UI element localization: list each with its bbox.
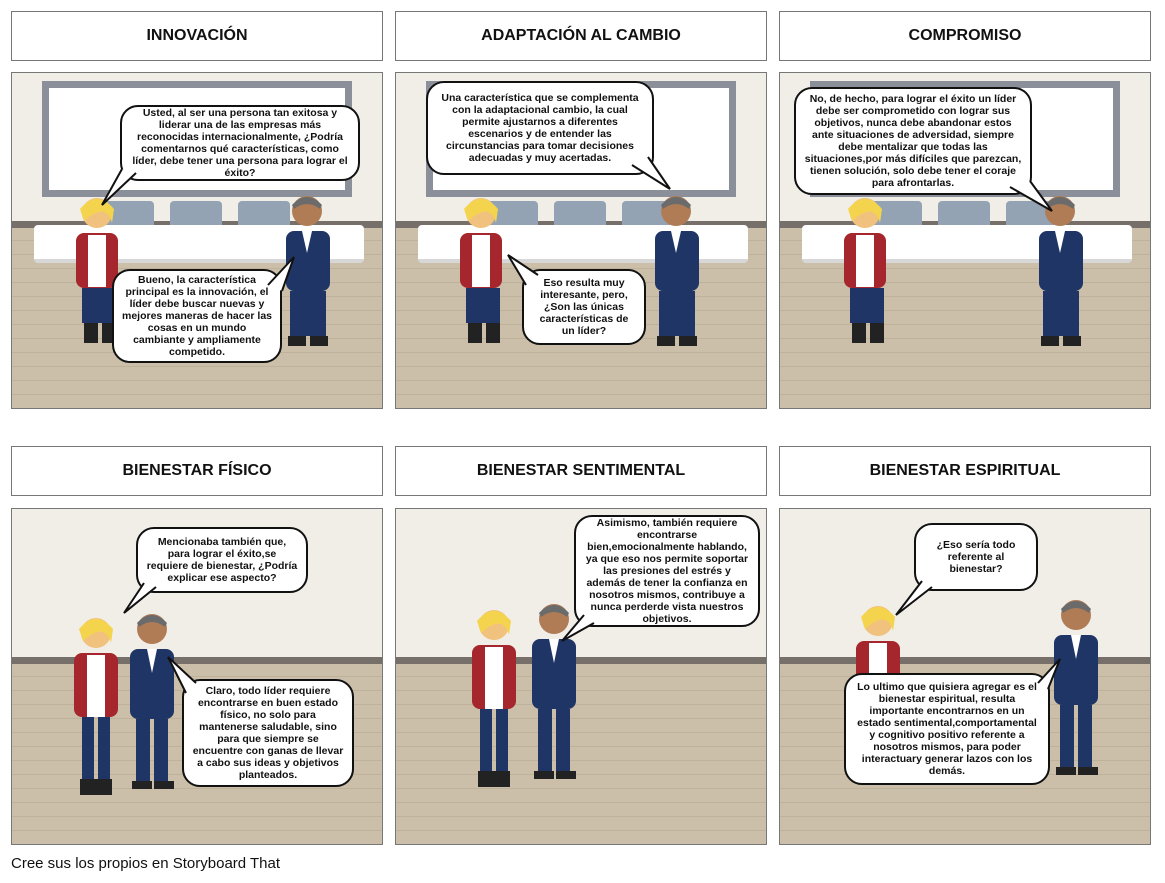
bubble-text: No, de hecho, para lograr el éxito un líder debe ser comprometido con lograr sus objetivos, nunca debe abandonar estos ante situaciones de adversidad, siempre debe mentalizar que todas las situaciones,por más difíciles que parezcan, tienen solución, solo debe tener el coraje para afrontarlas. <box>804 93 1022 189</box>
bubble-tail <box>170 667 200 697</box>
panel-adaptacion-al-cambio <box>395 72 767 409</box>
panel-6-title: BIENESTAR ESPIRITUAL <box>779 446 1151 496</box>
speech-bubble <box>914 523 1038 591</box>
bubble-tail <box>264 271 304 301</box>
panel-compromiso <box>779 72 1151 409</box>
speech-bubble <box>794 87 1032 195</box>
bubble-text: Claro, todo líder requiere encontrarse en buen estado físico, no solo para mantenerse saludable, sino para que siempre se encuentre con ganas de llevar a cabo sus ideas y objetivos planteados. <box>192 685 344 781</box>
bubble-text: Asimismo, también requiere encontrarse bien,emocionalmente hablando, ya que eso nos permite soportar las presiones del estrés y además de tener la confianza en nosotros mismos, contribuye a nunca perderde vista nuestros objetivos. <box>585 517 749 625</box>
panel-3-title: COMPROMISO <box>779 11 1151 61</box>
speech-bubble <box>182 679 354 787</box>
panel-4-title: BIENESTAR FÍSICO <box>11 446 383 496</box>
bubble-tail <box>124 577 164 617</box>
bubble-text: Usted, al ser una persona tan exitosa y liderar una de las empresas más reconocidas internacionalmente, ¿Podría comentarnos qué características, como líder, debe tener una persona para lograr el éxito? <box>132 107 348 179</box>
speech-bubble <box>426 81 654 175</box>
man-character <box>120 609 190 799</box>
speech-bubble <box>112 269 282 363</box>
chair <box>554 201 606 227</box>
woman-character <box>830 193 910 358</box>
bubble-text: Una característica que se complementa con la adaptacional cambio, la cual permite ajustarnos a diferentes escenarios y de entender las circunstancias para tomar decisiones adecuadas y muy acertadas. <box>441 92 639 164</box>
speech-bubble <box>120 105 360 181</box>
chair <box>938 201 990 227</box>
speech-bubble <box>844 673 1050 785</box>
bubble-tail <box>628 155 678 195</box>
bubble-tail <box>102 167 142 207</box>
panel-bienestar-sentimental <box>395 508 767 845</box>
chair <box>170 201 222 227</box>
panel-bienestar-espiritual <box>779 508 1151 845</box>
bubble-text: Bueno, la característica principal es la innovación, el líder debe buscar nuevas y mejores maneras de hacer las cosas en un mundo cambiante y ampliamente competido. <box>122 274 273 358</box>
bubble-tail <box>510 257 540 287</box>
panel-5-title: BIENESTAR SENTIMENTAL <box>395 446 767 496</box>
bubble-text: Mencionaba también que, para lograr el éxito,se requiere de bienestar, ¿Podría explicar ese aspecto? <box>146 536 298 584</box>
bubble-text: ¿Eso sería todo referente al bienestar? <box>936 539 1016 575</box>
bubble-text: Lo ultimo que quisiera agregar es el bienestar espiritual, resulta importante encontrarnos en un estado sentimental,comportamental y cognitivo positivo referente a nosotros mismos, para poder interactuary generar lazos con los demás. <box>857 681 1037 777</box>
bubble-text: Eso resulta muy interesante, pero, ¿Son las únicas características de un líder? <box>539 277 629 337</box>
footer-credit: Cree sus los propios en Storyboard That <box>11 855 281 872</box>
bubble-tail <box>902 575 942 615</box>
speech-bubble <box>574 515 760 627</box>
bubble-tail <box>1036 665 1066 695</box>
panel-2-title: ADAPTACIÓN AL CAMBIO <box>395 11 767 61</box>
panel-bienestar-fisico <box>11 508 383 845</box>
panel-innovacion <box>11 72 383 409</box>
speech-bubble <box>522 269 646 345</box>
bubble-tail <box>1006 179 1056 219</box>
panel-1-title: INNOVACIÓN <box>11 11 383 61</box>
bubble-tail <box>562 609 602 649</box>
man-character <box>641 191 731 356</box>
speech-bubble <box>136 527 308 593</box>
